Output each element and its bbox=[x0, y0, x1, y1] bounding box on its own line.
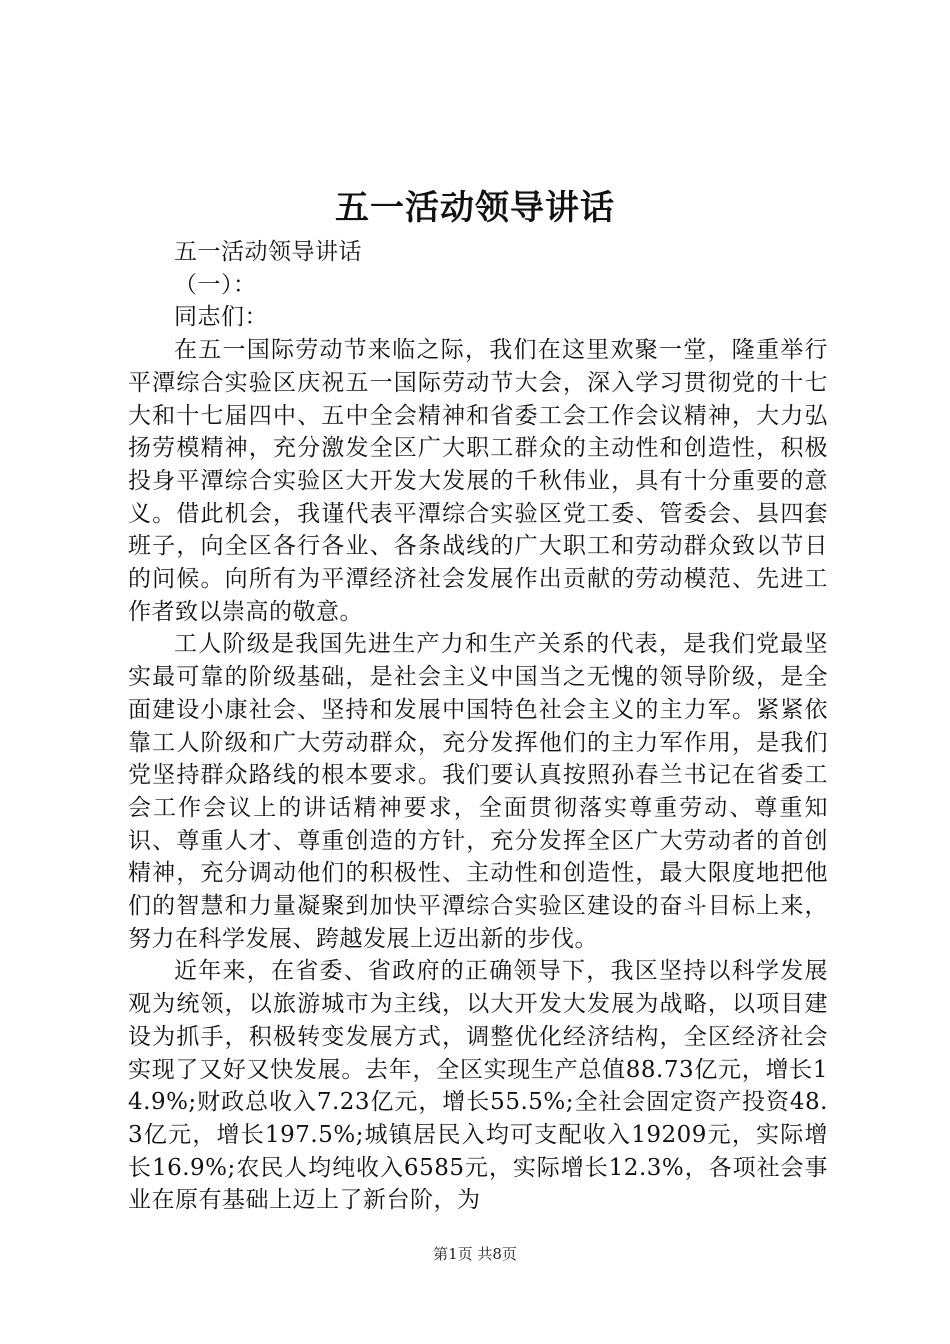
paragraph: 工人阶级是我国先进生产力和生产关系的代表，是我们党最坚实最可靠的阶级基础，是社会主义中国当之无愧的领导阶级，是全面建设小康社会、坚持和发展中国特色社会主义的主力军。紧紧依靠工人阶级和广大劳动群众，充分发挥他们的主力军作用，是我们党坚持群众路线的根本要求。我们要认真按照孙春兰书记在省委工会工作会议上的讲话精神要求，全面贯彻落实尊重劳动、尊重知识、尊重人才、尊重创造的方针，充分发挥全区广大劳动者的首创精神，充分调动他们的积极性、主动性和创造性，最大限度地把他们的智慧和力量凝聚到加快平潭综合实验区建设的奋斗目标上来，努力在科学发展、跨越发展上迈出新的步伐。 bbox=[128, 631, 828, 952]
greeting-line: 同志们： bbox=[174, 304, 268, 331]
paragraph: 在五一国际劳动节来临之际，我们在这里欢聚一堂，隆重举行平潭综合实验区庆祝五一国际劳动节大会，深入学习贯彻党的十七大和十七届四中、五中全会精神和省委工会工作会议精神，大力弘扬劳模精神，充分激发全区广大职工群众的主动性和创造性，积极投身平潭综合实验区大开发大发展的千秋伟业，具有十分重要的意义。借此机会，我谨代表平潭综合实验区党工委、管委会、县四套班子，向全区各行各业、各条战线的广大职工和劳动群众致以节日的问候。向所有为平潭经济社会发展作出贡献的劳动模范、先进工作者致以崇高的敬意。 bbox=[128, 337, 828, 625]
paragraph: 近年来，在省委、省政府的正确领导下，我区坚持以科学发展观为统领，以旅游城市为主线，以大开发大发展为战略，以项目建设为抓手，积极转变发展方式，调整优化经济结构，全区经济社会实现了又好又快发展。去年，全区实现生产总值88.73亿元，增长14.9%;财政总收入7.23亿元，增长55.5%;全社会固定资产投资48.3亿元，增长197.5%;城镇居民入均可支配收入19209元，实际增长16.9%;农民人均纯收入6585元，实际增长12.3%，各项社会事业在原有基础上迈上了新台阶，为 bbox=[128, 958, 828, 1214]
subtitle-line: 五一活动领导讲话 bbox=[174, 239, 362, 265]
section-marker: （一）： bbox=[174, 271, 257, 298]
page-footer: 第1页 共8页 bbox=[433, 1245, 517, 1263]
document-title: 五一活动领导讲话 bbox=[335, 188, 615, 228]
document-body bbox=[128, 236, 828, 1217]
